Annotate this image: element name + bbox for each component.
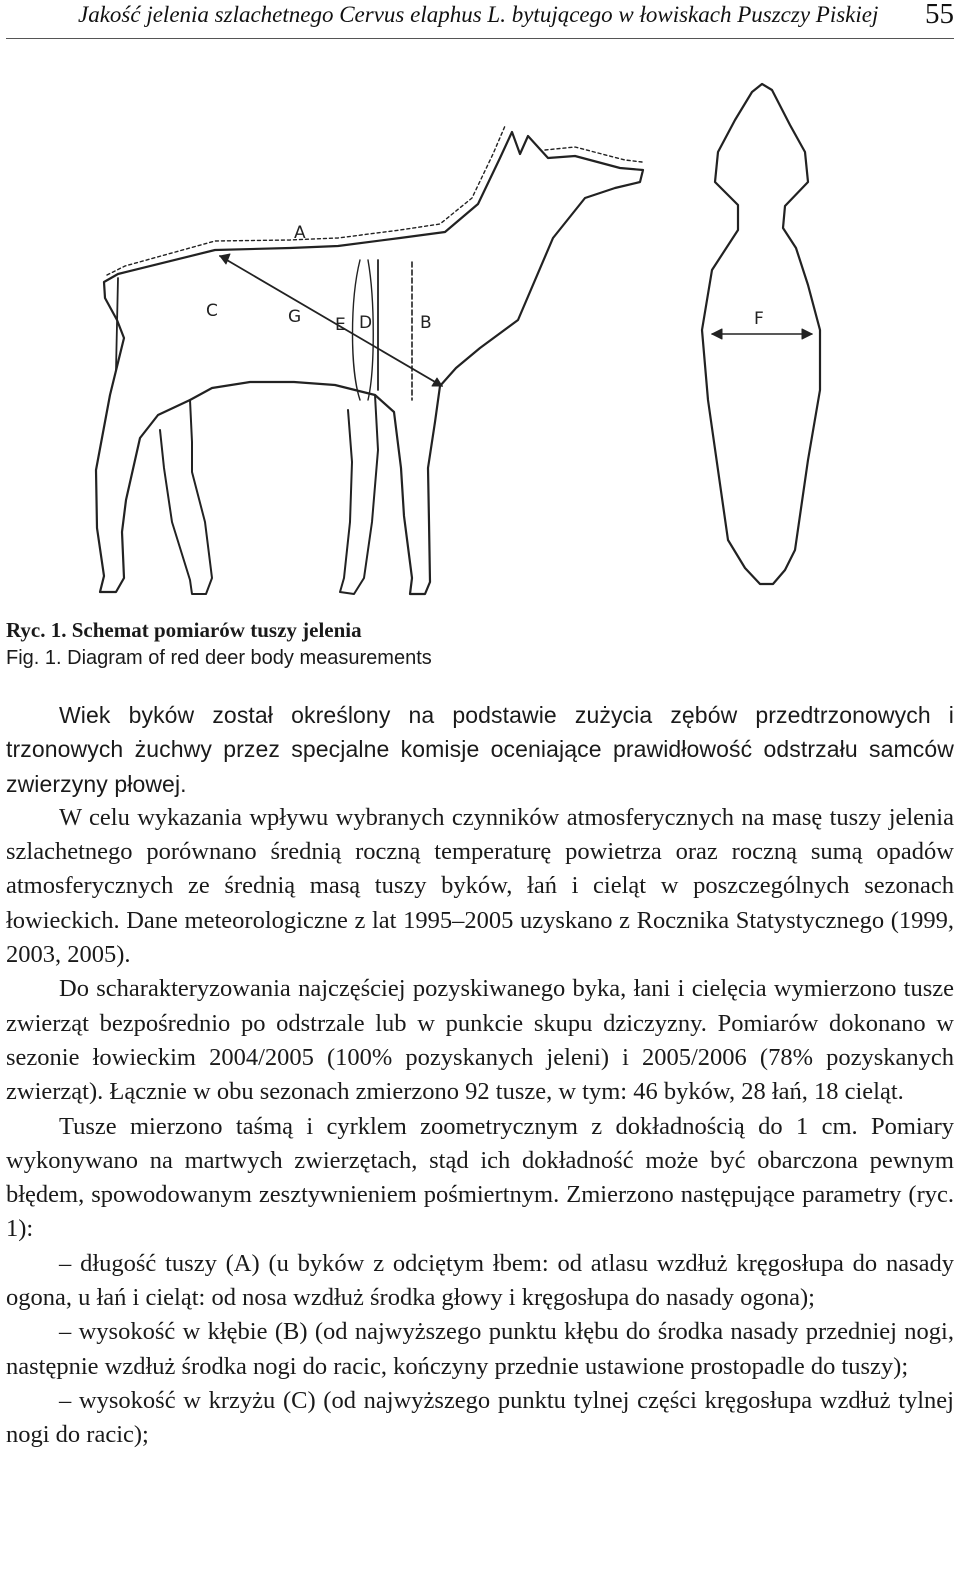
paragraph: Wiek byków został określony na podstawie zużycia zębów przedtrzonowych i trzonowych żuchwy przez specjalne komisje oceniające prawidłowość odstrzału samców zwierzyny płowej. xyxy=(6,702,954,797)
figure-label-d: D xyxy=(359,313,373,333)
deer-measurement-figure xyxy=(0,70,960,610)
running-header-title: Jakość jelenia szlachetnego Cervus elaphus L. bytującego w łowiskach Puszczy Piskiej xyxy=(78,2,879,27)
page-number: 55 xyxy=(925,0,954,30)
figure-caption-english: Fig. 1. Diagram of red deer body measurements xyxy=(6,647,432,669)
figure-label-f: F xyxy=(754,309,764,329)
paragraph: Do scharakteryzowania najczęściej pozyskiwanego byka, łani i cielęcia wymierzono tusze zwierząt bezpośrednio po odstrzale lub w punkcie skupu dziczyzny. Pomiarów dokonano w sezonie łowieckim 2004/2005 (100% pozyskanych jeleni) i 2005/2006 (78% pozyskanych zwierząt). Łącznie w obu sezonach zmierzono 92 tusze, w tym: 46 byków, 28 łań, 18 cieląt. xyxy=(6,975,954,1106)
paragraph: W celu wykazania wpływu wybranych czynników atmosferycznych na masę tuszy jelenia szlachetnego porównano średnią roczną temperaturę powietrza oraz roczną sumą opadów atmosferycznych ze średnią masą tuszy byków, łań i cieląt w poszczególnych sezonach łowieckich. Dane meteorologiczne z lat 1995–2005 uzyskano z Rocznika Statystycznego (1999, 2003, 2005). xyxy=(6,803,954,969)
running-header xyxy=(6,0,954,39)
measure-line-g xyxy=(220,256,442,386)
list-item: – długość tuszy (A) (u byków z odciętym łbem: od atlasu wzdłuż kręgosłupa do nasady ogona, u łań i cieląt: od nosa wzdłuż środka głowy i kręgosłupa do nasady ogona); xyxy=(6,1249,954,1312)
list-item: – wysokość w kłębie (B) (od najwyższego punktu kłębu do środka nasady przedniej nogi, następnie wzdłuż środka nogi do racic, kończyny przednie ustawione prostopadle do tuszy); xyxy=(6,1318,954,1380)
figure-label-a: A xyxy=(294,223,306,243)
figure-label-g: G xyxy=(288,307,302,327)
paragraph: Tusze mierzono taśmą i cyrklem zoometrycznym z dokładnością do 1 cm. Pomiary wykonywano na martwych zwierzętach, stąd ich dokładność może być obarczona pewnym błędem, spowodowanym zesztywnieniem pośmiertnym. Zmierzono następujące parametry (ryc. 1): xyxy=(6,1112,954,1243)
body-text xyxy=(6,698,954,1453)
figure-label-b: B xyxy=(420,313,432,333)
figure-label-c: C xyxy=(206,301,218,321)
list-item: – wysokość w krzyżu (C) (od najwyższego punktu tylnej części kręgosłupa wzdłuż tylnej nogi do racic); xyxy=(6,1386,954,1449)
figure-label-e: E xyxy=(335,315,346,335)
deer-diagram xyxy=(0,70,960,610)
measure-line-c xyxy=(116,278,118,370)
figure-caption-polish: Ryc. 1. Schemat pomiarów tuszy jelenia xyxy=(6,618,362,642)
deer-side-outline xyxy=(96,132,643,594)
